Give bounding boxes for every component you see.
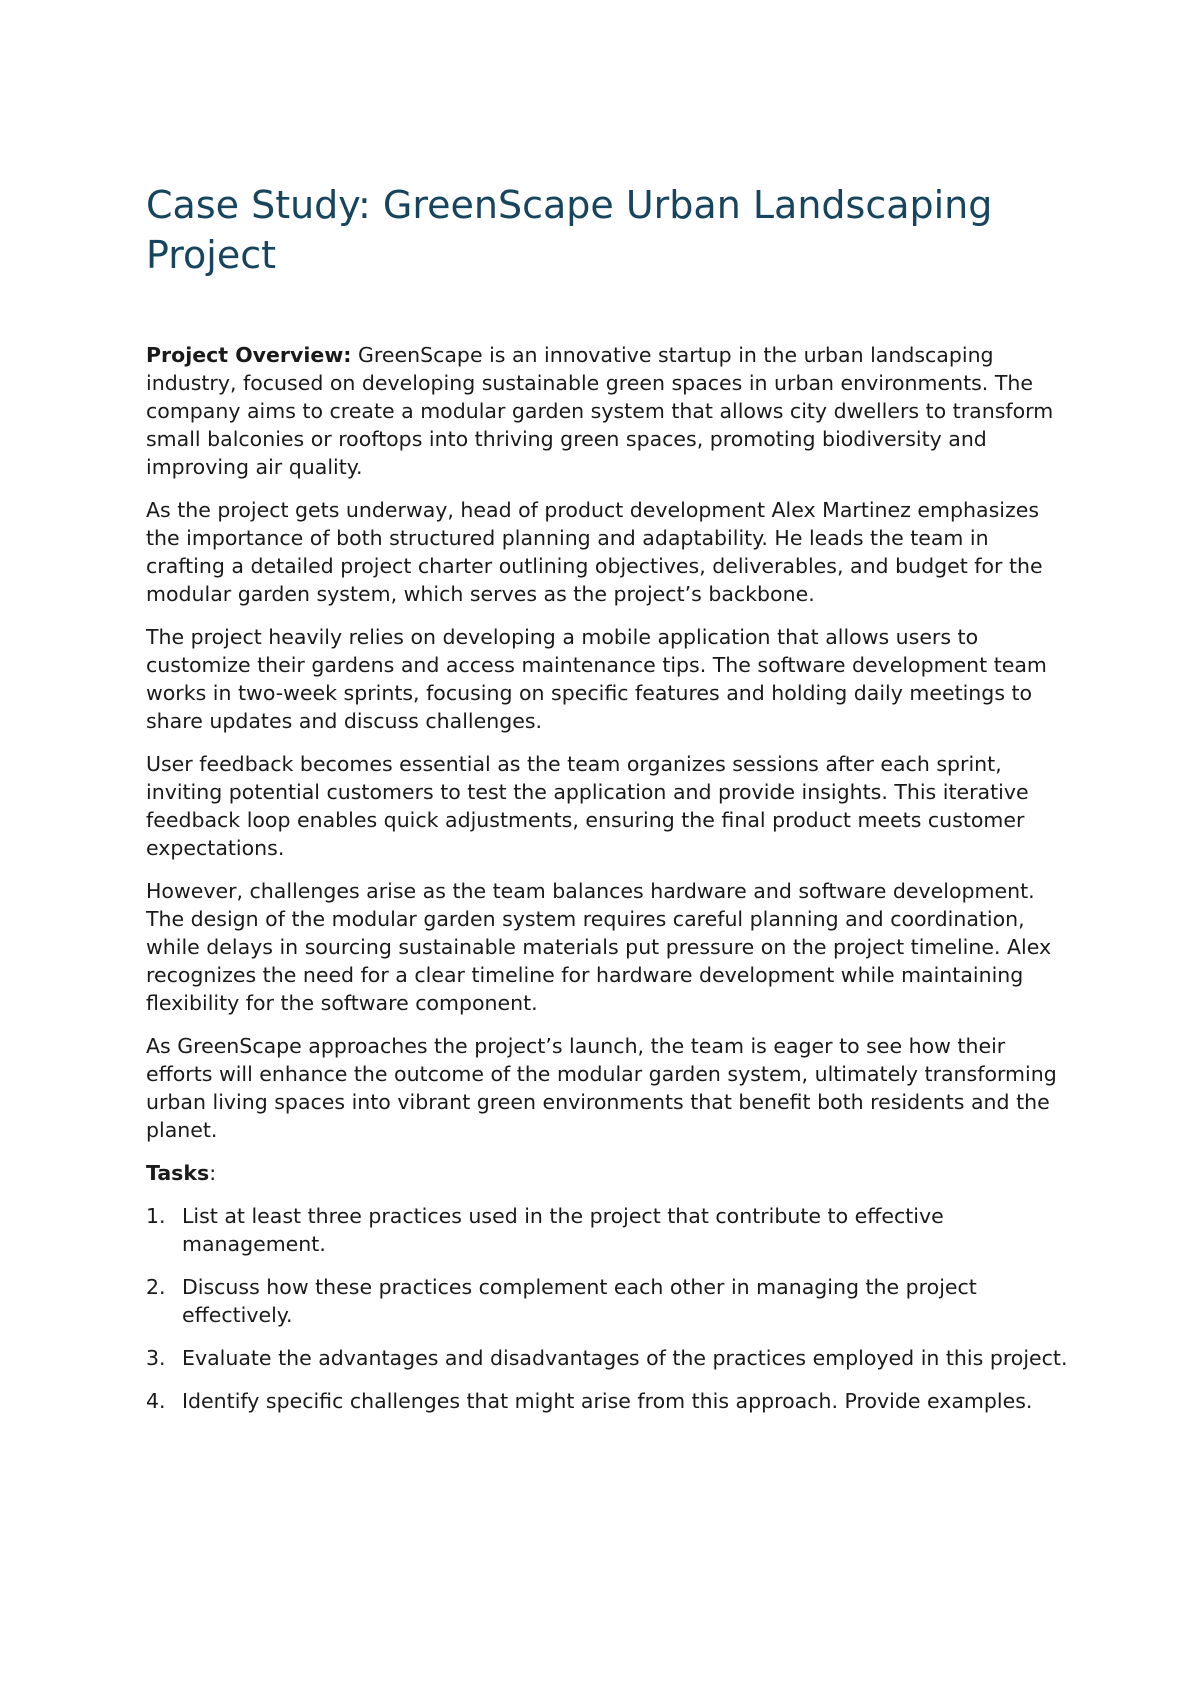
tasks-colon: : (209, 1161, 217, 1185)
task-number: 3. (146, 1346, 166, 1370)
task-item (146, 1387, 1068, 1415)
task-text: Evaluate the advantages and disadvantages of the practices employed in this project. (182, 1346, 1068, 1370)
body-paragraph-3: User feedback becomes essential as the team organizes sessions after each sprint, inviting potential customers to test the application and provide insights. This iterative feedback loop enables quick adjustments, ensuring the final product meets customer expectations. (146, 752, 1029, 860)
body-paragraph-5: As GreenScape approaches the project’s launch, the team is eager to see how their efforts will enhance the outcome of the modular garden system, ultimately transforming urban living spaces into vibrant green environments that benefit both residents and the planet. (146, 1034, 1057, 1142)
body-paragraph-4: However, challenges arise as the team balances hardware and software development. The design of the modular garden system requires careful planning and coordination, while delays in sourcing sustainable materials put pressure on the project timeline. Alex recognizes the need for a clear timeline for hardware development while maintaining flexibility for the software component. (146, 879, 1052, 1015)
task-number: 2. (146, 1275, 166, 1299)
task-item (146, 1202, 1068, 1258)
document-page (146, 180, 1068, 1430)
task-number: 4. (146, 1389, 166, 1413)
overview-label: Project Overview: (146, 343, 352, 367)
task-item (146, 1273, 1068, 1329)
overview-text: GreenScape is an innovative startup in the urban landscaping industry, focused on developing sustainable green spaces in urban environments. The company aims to create a modular garden system that allows city dwellers to transform small balconies or rooftops into thriving green spaces, promoting biodiversity and improving air quality. (146, 343, 1054, 479)
task-text: Identify specific challenges that might arise from this approach. Provide examples. (182, 1389, 1033, 1413)
overview-paragraph (146, 341, 1068, 481)
task-text: List at least three practices used in the project that contribute to effective management. (182, 1204, 944, 1256)
body-paragraph-1: As the project gets underway, head of product development Alex Martinez emphasizes the importance of both structured planning and adaptability. He leads the team in crafting a detailed project charter outlining objectives, deliverables, and budget for the modular garden system, which serves as the project’s backbone. (146, 498, 1043, 606)
task-list (146, 1202, 1068, 1415)
tasks-heading (146, 1159, 1068, 1187)
task-number: 1. (146, 1204, 166, 1228)
task-item (146, 1344, 1068, 1372)
task-text: Discuss how these practices complement each other in managing the project effectively. (182, 1275, 977, 1327)
body-paragraph-2: The project heavily relies on developing a mobile application that allows users to customize their gardens and access maintenance tips. The software development team works in two-week sprints, focusing on specific features and holding daily meetings to share updates and discuss challenges. (146, 625, 1047, 733)
tasks-label: Tasks (146, 1161, 210, 1185)
page-title: Case Study: GreenScape Urban Landscaping Project (146, 183, 993, 277)
